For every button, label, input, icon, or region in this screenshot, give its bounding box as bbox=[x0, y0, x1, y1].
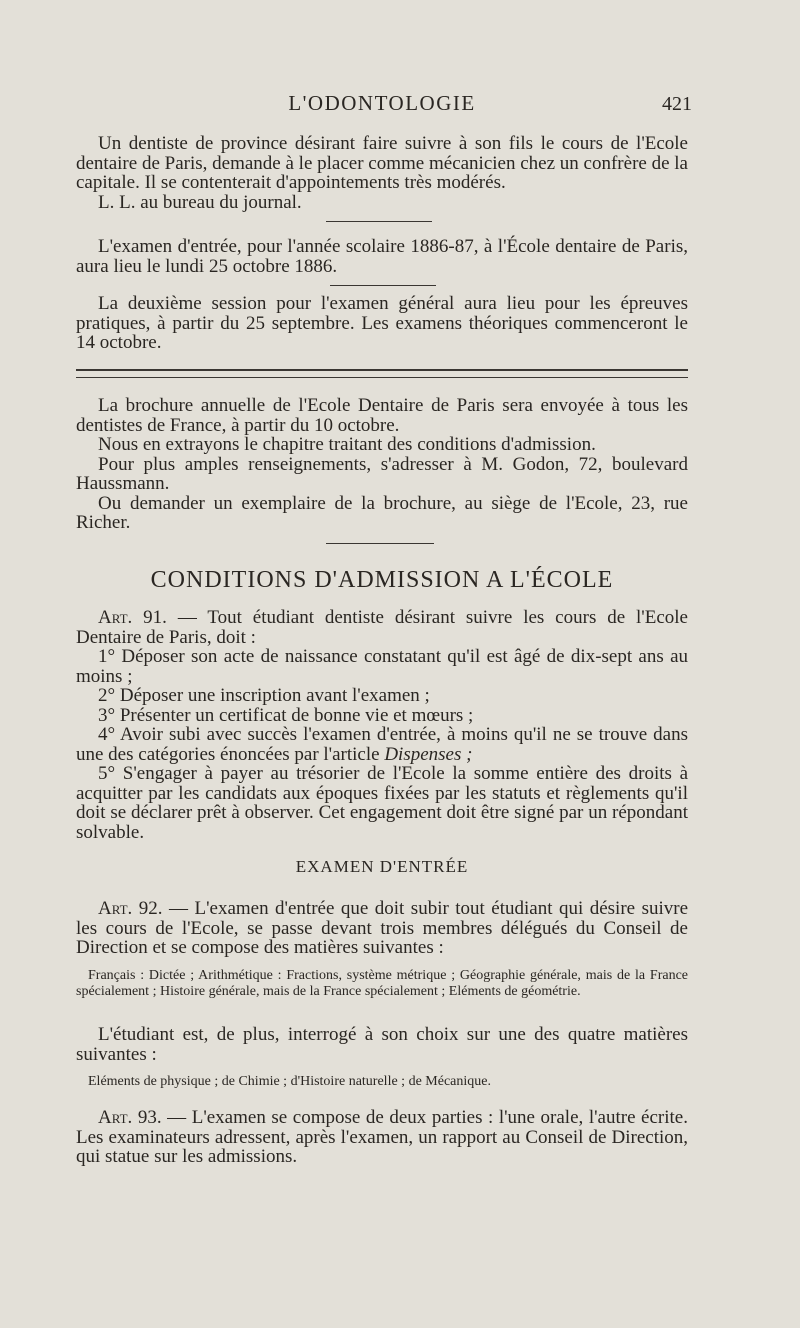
article-text: — L'examen se compose de deux parties : l'une orale, l'autre écrite. Les examinateurs adressent, après l'examen, un rapport au Conseil de Direction, qui statue sur les admissions. bbox=[76, 1107, 688, 1167]
article-93-paragraph bbox=[76, 1108, 688, 1167]
brochure-paragraph: La brochure annuelle de l'Ecole Dentaire de Paris sera envoyée à tous les dentistes de France, à partir du 10 octobre. bbox=[76, 395, 688, 436]
article-93 bbox=[76, 1108, 688, 1167]
optional-subjects bbox=[76, 1074, 688, 1090]
article-text: — L'examen d'entrée que doit subir tout étudiant qui désire suivre les cours de l'Ecole, se passe devant trois membres délégués du Conseil de Direction et se compose des matières suivantes : bbox=[76, 898, 688, 958]
running-title: L'ODONTOLOGIE bbox=[288, 91, 476, 115]
general-exam-notice bbox=[76, 294, 688, 353]
condition-item: 1° Déposer son acte de naissance constatant qu'il est âgé de dix-sept ans au moins ; bbox=[76, 646, 688, 687]
brochure-paragraph: Ou demander un exemplaire de la brochure, au siège de l'Ecole, 23, rue Richer. bbox=[76, 492, 688, 533]
brochure-paragraph: Pour plus amples renseignements, s'adresser à M. Godon, 72, boulevard Haussmann. bbox=[76, 453, 688, 494]
article-91-paragraph bbox=[76, 608, 688, 647]
exam-subjects bbox=[76, 968, 688, 999]
article-92-paragraph bbox=[76, 899, 688, 958]
entrance-exam-notice bbox=[76, 237, 688, 276]
brochure-paragraph: Nous en extrayons le chapitre traitant des conditions d'admission. bbox=[98, 434, 596, 455]
section-title: CONDITIONS D'ADMISSION A L'ÉCOLE bbox=[150, 567, 614, 593]
entrance-exam-text: L'examen d'entrée, pour l'année scolaire 1886-87, à l'École dentaire de Paris, aura lieu le lundi 25 octobre 1886. bbox=[76, 236, 688, 277]
double-separator-rule bbox=[76, 369, 688, 378]
separator-rule bbox=[330, 285, 436, 286]
condition-item-text: 4° Avoir subi avec succès l'examen d'entrée, à moins qu'il ne se trouve dans une des catégories énoncées par l'article bbox=[76, 724, 688, 765]
separator-rule bbox=[326, 543, 434, 544]
page-number: 421 bbox=[662, 93, 692, 115]
article-label: Art. 92. bbox=[98, 898, 163, 919]
general-exam-text: La deuxième session pour l'examen général aura lieu pour les épreuves pratiques, à partir du 25 septembre. Les examens théoriques commenceront le 14 octobre. bbox=[76, 293, 688, 353]
exam-choice bbox=[76, 1025, 688, 1064]
condition-item: 5° S'engager à payer au trésorier de l'Ecole la somme entière des droits à acquitter par les candidats aux époques fixées par les statuts et règlements qu'il doit se déclarer prêt à observer. Cet engagement doit être signé par un répondant solvable. bbox=[76, 763, 688, 843]
page-header bbox=[76, 91, 692, 121]
exam-choice-text: L'étudiant est, de plus, interrogé à son choix sur une des quatre matières suivantes : bbox=[76, 1024, 688, 1065]
condition-item: 3° Présenter un certificat de bonne vie et mœurs ; bbox=[98, 704, 474, 726]
exam-subjects-text: Français : Dictée ; Arithmétique : Fractions, système métrique ; Géographie générale, mais de la France spécialement ; Histoire générale, mais de la France spécialement ; Eléments de géométrie. bbox=[76, 968, 688, 999]
classified-ad-text: Un dentiste de province désirant faire suivre à son fils le cours de l'Ecole dentaire de Paris, demande à le placer comme mécanicien chez un confrère de la capitale. Il se contenterait d'appointements très modérés. bbox=[76, 133, 688, 193]
classified-ad bbox=[76, 134, 688, 212]
separator-rule bbox=[326, 221, 432, 222]
condition-item-emphasis: Dispenses ; bbox=[384, 743, 473, 765]
article-label: Art. 91. bbox=[98, 607, 167, 628]
condition-item: 2° Déposer une inscription avant l'examen ; bbox=[98, 685, 430, 706]
condition-item bbox=[76, 725, 688, 764]
subsection-title: EXAMEN D'ENTRÉE bbox=[295, 857, 469, 876]
brochure-notice bbox=[76, 396, 688, 533]
article-92 bbox=[76, 899, 688, 958]
article-text: — Tout étudiant dentiste désirant suivre les cours de l'Ecole Dentaire de Paris, doit : bbox=[76, 607, 688, 648]
classified-ad-contact: L. L. au bureau du journal. bbox=[98, 191, 302, 213]
article-label: Art. 93. bbox=[98, 1107, 162, 1128]
optional-subjects-text: Eléments de physique ; de Chimie ; d'Histoire naturelle ; de Mécanique. bbox=[88, 1074, 491, 1089]
article-91 bbox=[76, 608, 688, 842]
